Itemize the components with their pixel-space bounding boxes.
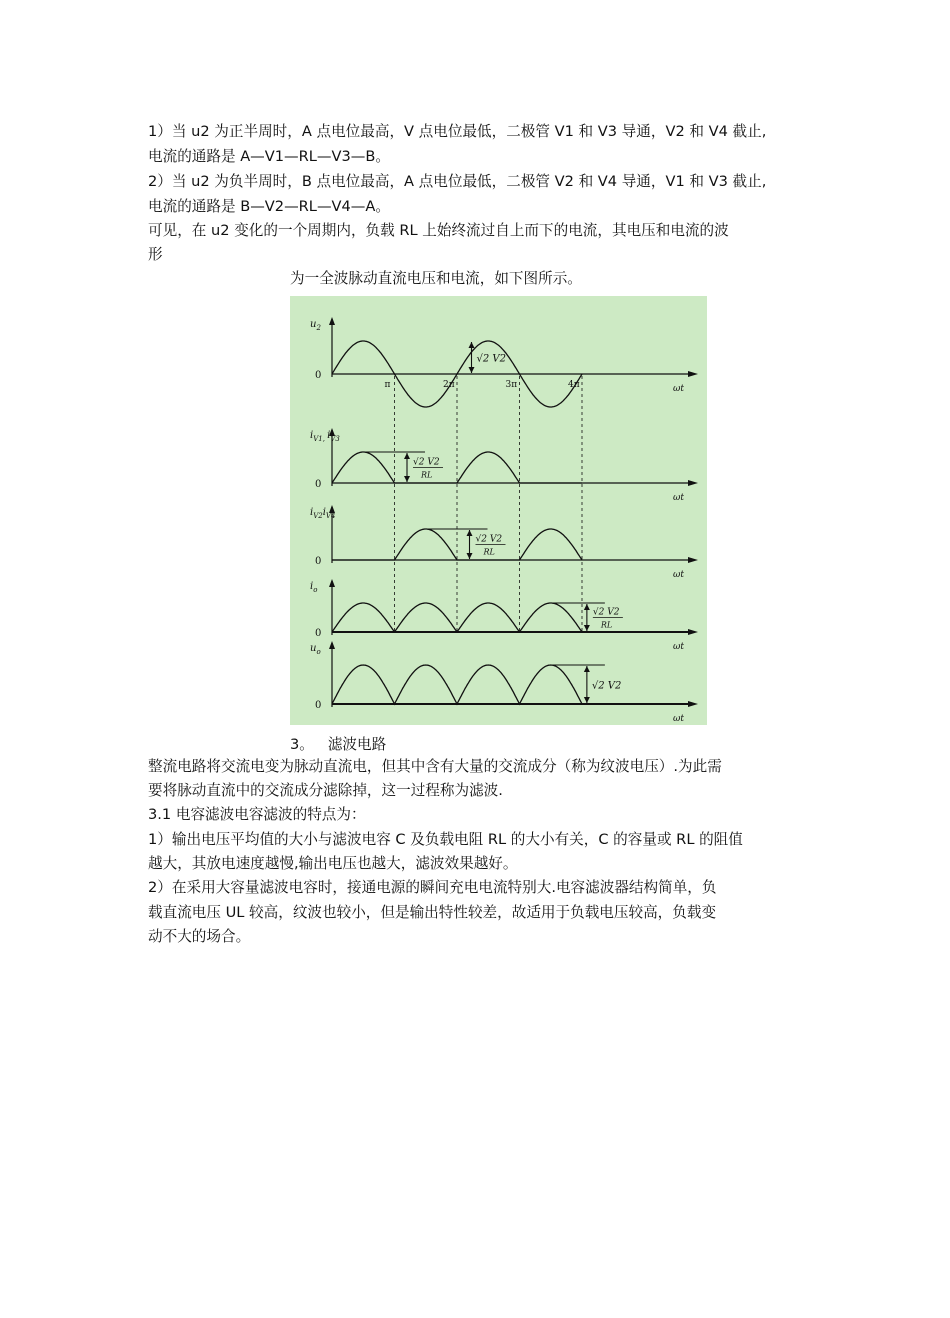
annotation-arrowhead-up-0 xyxy=(469,342,475,348)
annotation-denominator-3: RL xyxy=(600,620,613,630)
x-axis-arrow-2 xyxy=(688,557,698,563)
annotation-numerator-3: √2 V2 xyxy=(592,607,620,618)
paragraph-6-line-1: 1）输出电压平均值的大小与滤波电容 C 及负载电阻 RL 的大小有关，C 的容量或 RL 的阻值 xyxy=(148,831,743,848)
annotation-arrowhead-up-4 xyxy=(584,666,590,672)
paragraph-5: 3.1 电容滤波电容滤波的特点为： xyxy=(148,806,366,823)
waveform-figure xyxy=(290,296,707,725)
waveform-uo xyxy=(332,665,582,704)
paragraph-7-line-1: 2）在采用大容量滤波电容时，接通电源的瞬间充电电流特别大.电容滤波器结构简单，负 xyxy=(148,879,717,896)
annotation-arrowhead-down-3 xyxy=(584,625,590,631)
section-number: 3。 xyxy=(290,736,314,753)
series-label-1: $i_{V1,}$ $i_{V3}$ xyxy=(310,430,340,443)
x-axis-label-0: ωt xyxy=(673,384,684,394)
section-title: 滤波电路 xyxy=(327,736,387,753)
x-axis-arrow-4 xyxy=(688,701,698,707)
annotation-arrowhead-down-2 xyxy=(467,553,473,559)
annotation-label-0: √2 V2 xyxy=(476,353,506,365)
x-tick-label-4: 4π xyxy=(568,380,580,390)
waveform-chart xyxy=(290,296,707,725)
annotation-label-4: √2 V2 xyxy=(591,680,622,692)
series-label-2: $i_{V2}i_{V4}$ xyxy=(310,507,336,520)
figure-caption: 为一全波脉动直流电压和电流，如下图所示。 xyxy=(290,270,582,287)
section-heading xyxy=(290,733,386,757)
zero-label-1: 0 xyxy=(315,479,322,490)
zero-label-4: 0 xyxy=(315,700,322,711)
x-axis-label-4: ωt xyxy=(673,714,684,724)
paragraph-2-line-1: 2）当 u2 为负半周时，B 点电位最高，A 点电位最低，二极管 V2 和 V4 导通，V1 和 V3 截止, xyxy=(148,173,767,190)
y-axis-arrow-3 xyxy=(329,579,335,587)
x-axis-arrow-1 xyxy=(688,480,698,486)
annotation-numerator-1: √2 V2 xyxy=(413,457,440,468)
x-tick-label-2: 2π xyxy=(443,380,455,390)
annotation-denominator-2: RL xyxy=(483,547,495,557)
y-axis-arrow-4 xyxy=(329,641,335,649)
paragraph-3-line-1: 可见，在 u2 变化的一个周期内，负载 RL 上始终流过自上而下的电流，其电压和电流的波 xyxy=(148,222,729,239)
paragraph-2-line-2: 电流的通路是 B—V2—RL—V4—A。 xyxy=(148,198,390,215)
annotation-arrowhead-up-2 xyxy=(467,530,473,536)
zero-label-2: 0 xyxy=(315,556,322,567)
x-axis-label-2: ωt xyxy=(673,570,684,580)
paragraph-6-line-2: 越大，其放电速度越慢,输出电压也越大，滤波效果越好。 xyxy=(148,855,518,872)
annotation-arrowhead-down-4 xyxy=(584,697,590,703)
x-tick-label-1: π xyxy=(384,380,391,390)
x-tick-label-3: 3π xyxy=(505,380,518,390)
series-label-0: $u_2$ xyxy=(310,319,321,332)
x-axis-label-1: ωt xyxy=(673,493,684,503)
paragraph-7-line-2: 载直流电压 UL 较高，纹波也较小，但是输出特性较差，故适用于负载电压较高，负载变 xyxy=(148,904,717,921)
annotation-arrowhead-up-3 xyxy=(584,604,590,610)
series-label-4: $u_o$ xyxy=(310,643,321,656)
x-axis-label-3: ωt xyxy=(673,642,684,652)
x-axis-arrow-3 xyxy=(688,629,698,635)
paragraph-7-line-3: 动不大的场合。 xyxy=(148,928,251,945)
paragraph-1-line-2: 电流的通路是 A—V1—RL—V3—B。 xyxy=(148,148,390,165)
paragraph-1-line-1: 1）当 u2 为正半周时，A 点电位最高，V 点电位最低，二极管 V1 和 V3 导通，V2 和 V4 截止, xyxy=(148,123,767,140)
annotation-arrowhead-up-1 xyxy=(404,453,410,459)
paragraph-4-line-1: 整流电路将交流电变为脉动直流电，但其中含有大量的交流成分（称为纹波电压）.为此需 xyxy=(148,758,722,775)
paragraph-3-line-2: 形 xyxy=(148,246,163,263)
annotation-arrowhead-down-0 xyxy=(469,367,475,373)
annotation-arrowhead-down-1 xyxy=(404,476,410,482)
zero-label-3: 0 xyxy=(315,628,322,639)
y-axis-arrow-0 xyxy=(329,317,335,325)
x-axis-arrow-0 xyxy=(688,371,698,377)
zero-label-0: 0 xyxy=(315,370,322,381)
paragraph-4-line-2: 要将脉动直流中的交流成分滤除掉，这一过程称为滤波. xyxy=(148,782,503,799)
annotation-numerator-2: √2 V2 xyxy=(475,534,503,545)
series-label-3: $i_o$ xyxy=(310,581,318,594)
annotation-denominator-1: RL xyxy=(421,470,433,480)
